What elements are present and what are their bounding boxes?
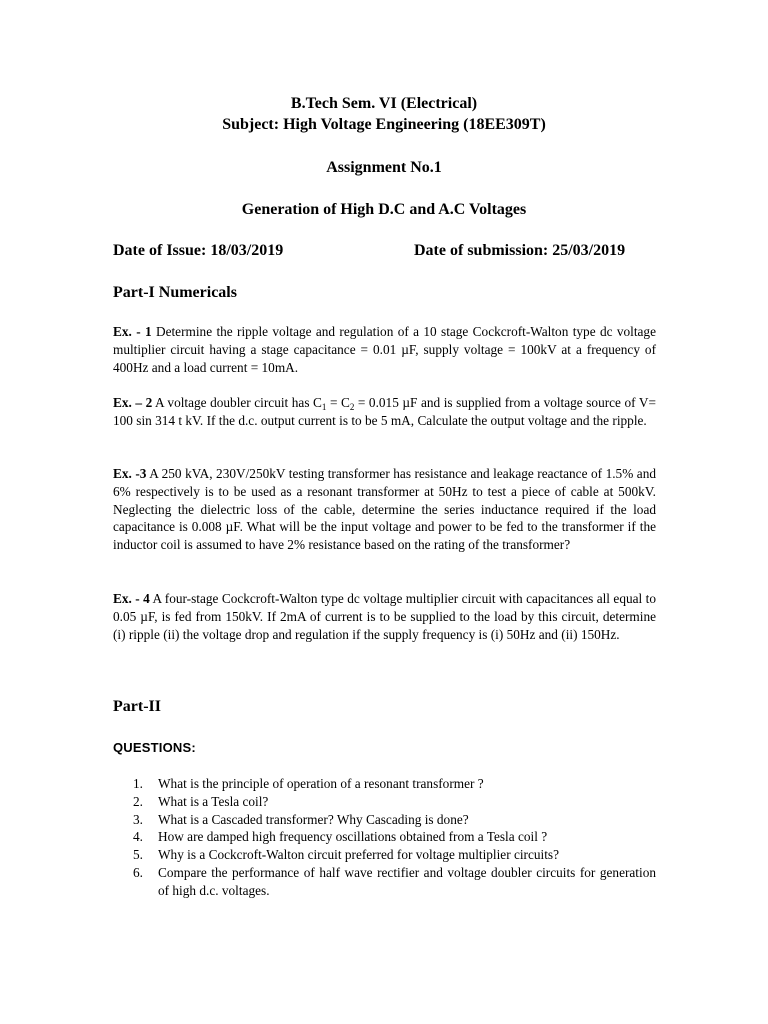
list-item [133, 775, 656, 793]
question-number: 3. [133, 811, 143, 827]
question-text: Compare the performance of half wave rectifier and voltage doubler circuits for generation of high d.c. voltages. [158, 864, 656, 898]
question-number: 5. [133, 847, 143, 863]
exercise-text: A four-stage Cockcroft-Walton type dc voltage multiplier circuit with capacitances all equal to 0.05 µF, is fed from 150kV. If 2mA of current is to be supplied to the load by this circuit, determine (i) ripple (ii) the voltage drop and regulation if the supply frequency is (i) 50Hz and (ii) 150Hz. [113, 591, 656, 642]
course-heading: B.Tech Sem. VI (Electrical) [290, 95, 478, 112]
question-text: What is the principle of operation of a resonant transformer ? [158, 776, 484, 791]
exercise-1 [113, 323, 656, 376]
topic-title: Generation of High D.C and A.C Voltages [241, 201, 527, 218]
question-number: 2. [133, 793, 143, 809]
date-of-submission: Date of submission: 25/03/2019 [414, 242, 626, 259]
questions-label: QUESTIONS: [113, 740, 196, 755]
exercise-4 [113, 590, 656, 643]
question-number: 4. [133, 829, 143, 845]
date-of-issue: Date of Issue: 18/03/2019 [113, 242, 284, 259]
question-number: 1. [133, 776, 143, 791]
part1-title: Part-I Numericals [113, 284, 237, 301]
list-item [133, 864, 656, 900]
exercise-text: Determine the ripple voltage and regulation of a 10 stage Cockcroft-Walton type dc voltage multiplier circuit having a stage capacitance = 0.01 µF, supply voltage = 100kV at a frequency of 400Hz and a load current = 10mA. [113, 324, 656, 375]
subscript: 2 [349, 402, 355, 412]
list-item [133, 811, 656, 829]
exercise-label: Ex. – 2 [113, 395, 153, 410]
part2-title: Part-II [113, 698, 161, 715]
question-text: What is a Cascaded transformer? Why Cascading is done? [158, 811, 469, 827]
question-text: How are damped high frequency oscillations obtained from a Tesla coil ? [158, 829, 548, 845]
assignment-title: Assignment No.1 [326, 159, 442, 176]
subject-heading: Subject: High Voltage Engineering (18EE309T) [222, 116, 546, 133]
exercise-label: Ex. -3 [113, 466, 147, 481]
exercise-text: A voltage doubler circuit has C [152, 395, 322, 410]
exercise-text: A 250 kVA, 230V/250kV testing transformer has resistance and leakage reactance of 1.5% and 6% respectively is to be used as a resonant transformer at 50Hz to test a piece of cable at 500kV. Neglecting the dielectric loss of the cable, determine the series inductance required if the load capacitance is 0.008 µF. What will be the input voltage and power to be fed to the transformer if the inductor coil is assumed to have 2% resistance based on the rating of the transformer? [113, 466, 656, 553]
exercise-label: Ex. - 1 [113, 324, 152, 339]
list-item [133, 793, 656, 811]
exercise-3 [113, 465, 656, 554]
list-item [133, 828, 656, 846]
exercise-text: = C [326, 395, 350, 410]
question-text: What is a Tesla coil? [158, 793, 269, 809]
questions-list [133, 775, 656, 900]
question-text: Why is a Cockcroft-Walton circuit preferred for voltage multiplier circuits? [158, 847, 560, 863]
exercise-label: Ex. - 4 [113, 591, 150, 606]
list-item [133, 846, 656, 864]
question-number: 6. [133, 864, 143, 880]
exercise-2 [113, 394, 656, 430]
subscript: 1 [321, 402, 327, 412]
exercise-text: = 0.015 µF and is supplied from a voltage source of V= 100 sin 314 t kV. If the d.c. output current is to be 5 mA, Calculate the output voltage and the ripple. [113, 395, 656, 428]
